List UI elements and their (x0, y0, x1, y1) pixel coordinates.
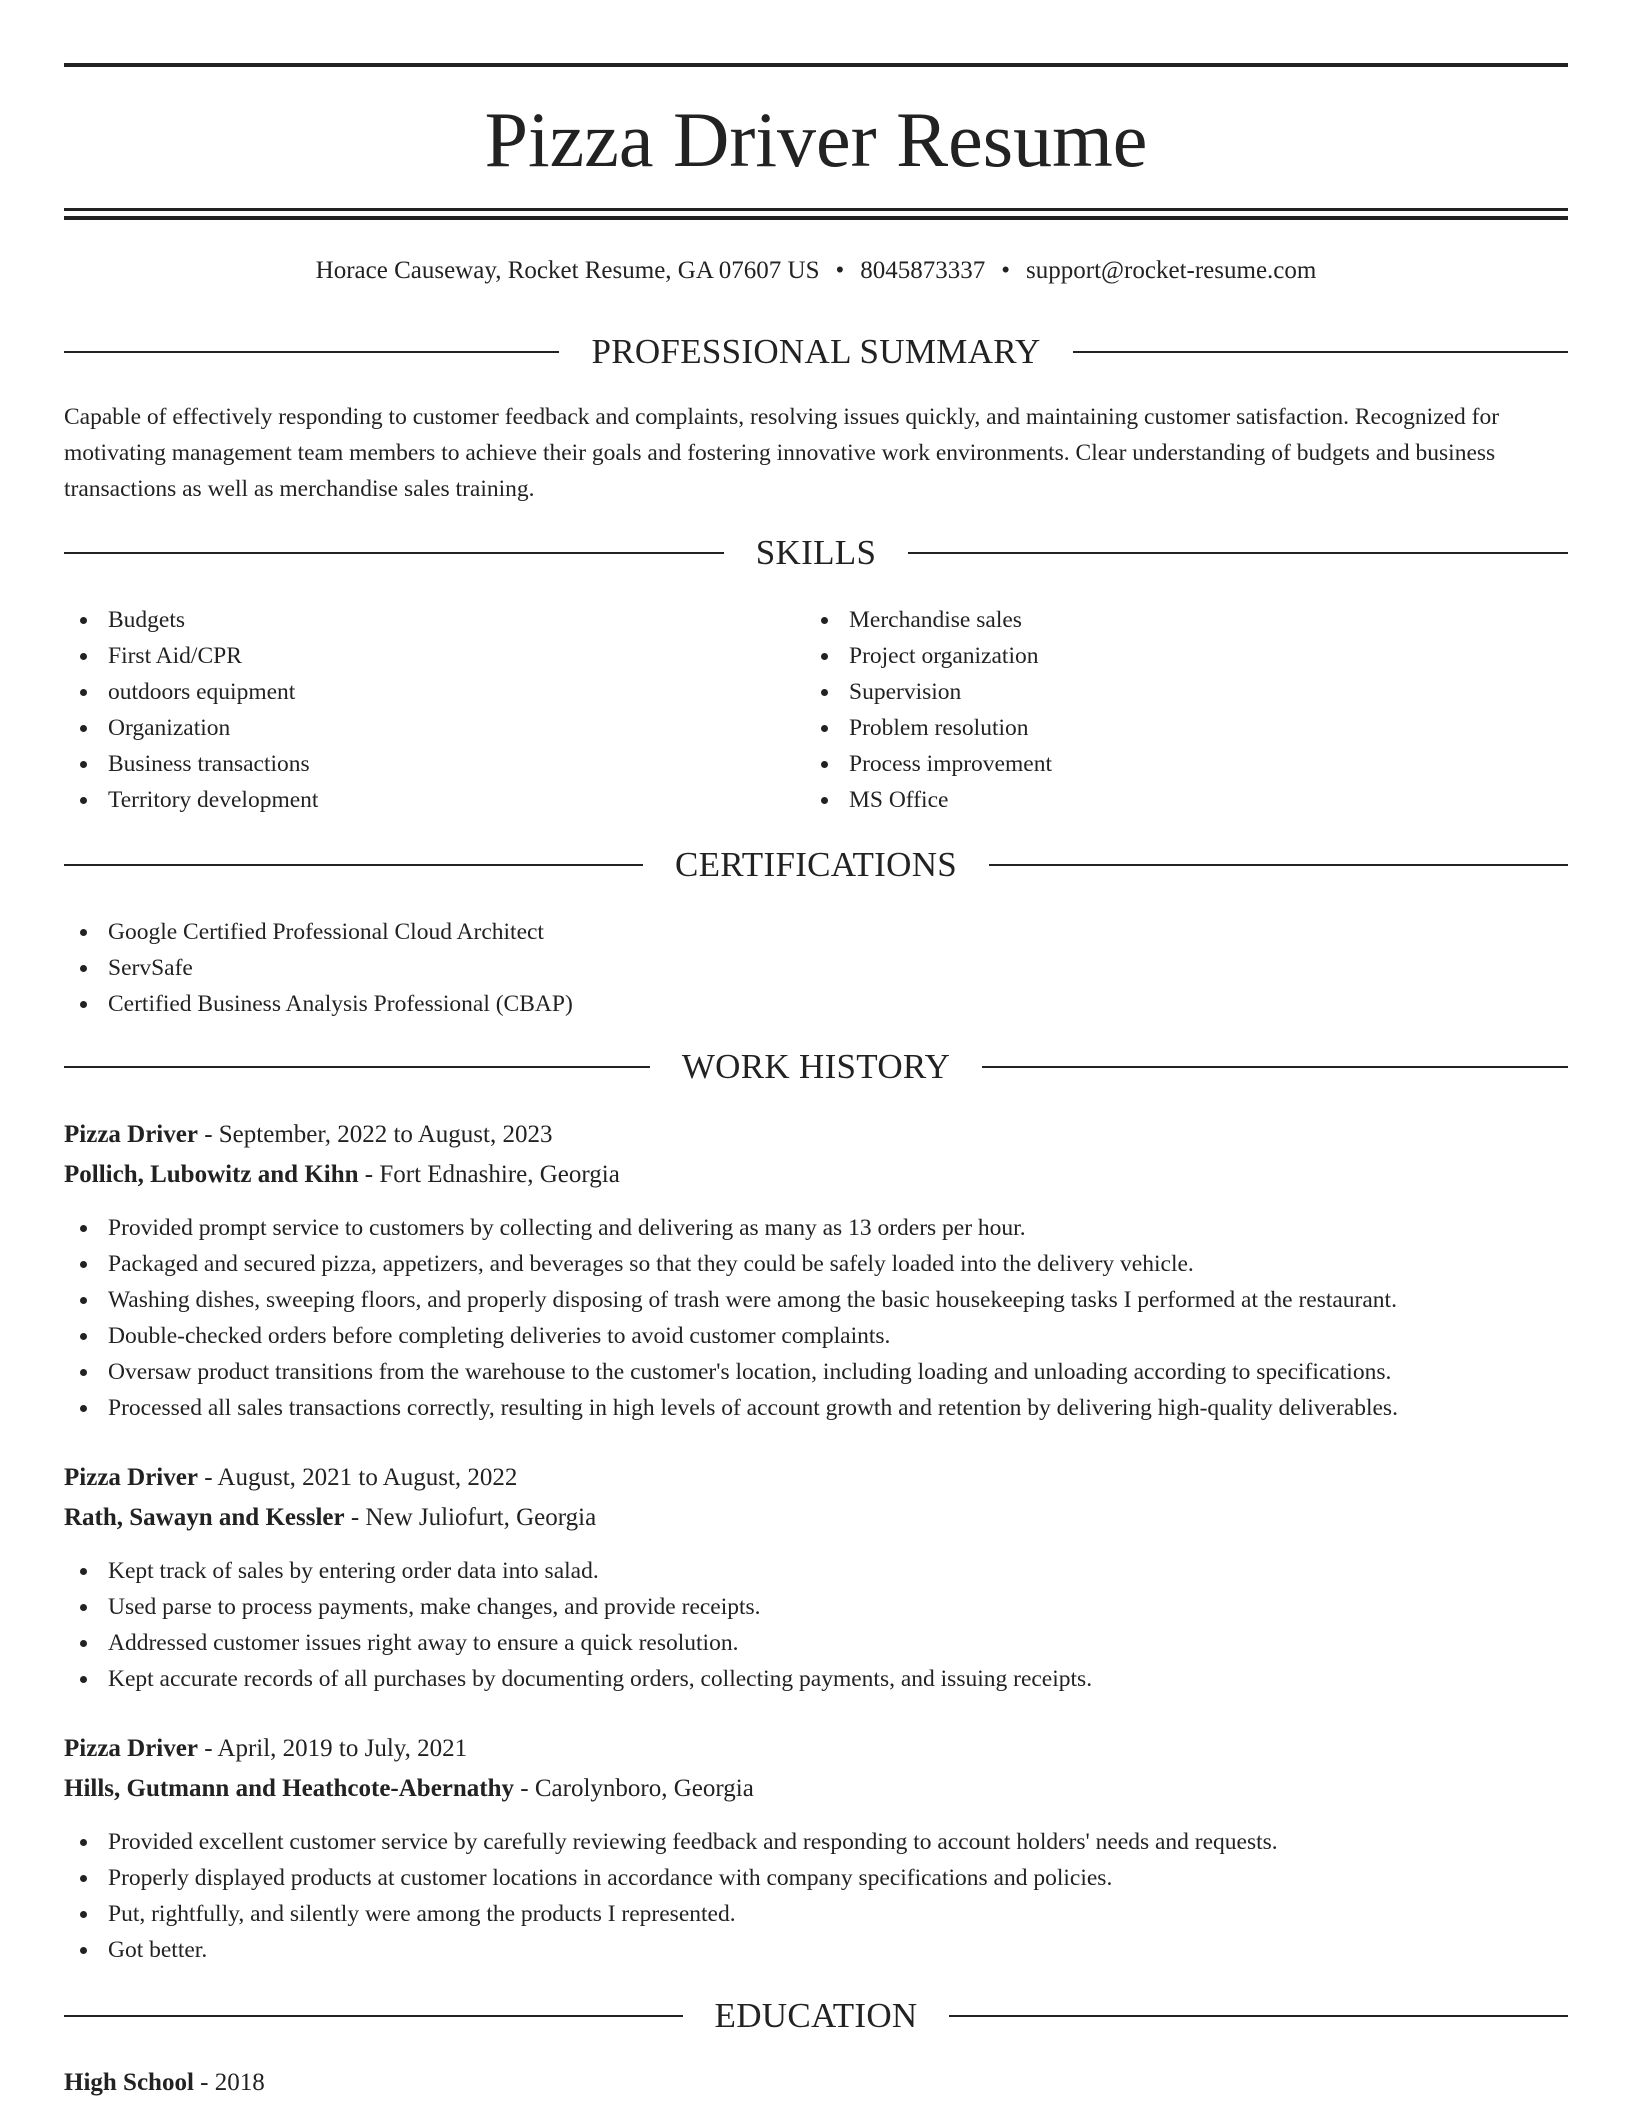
job-duty: Washing dishes, sweeping floors, and properly disposing of trash were among the basic housekeeping tasks I performed at the restaurant. (64, 1282, 1398, 1318)
contact-address: Horace Causeway, Rocket Resume, GA 07607 US (315, 257, 820, 284)
heading-rule (64, 1066, 650, 1068)
skill-item: First Aid/CPR (64, 638, 318, 674)
skill-item: MS Office (805, 782, 1052, 818)
dash: - (197, 1464, 218, 1491)
dash: - (197, 1121, 219, 1148)
job-duty: Packaged and secured pizza, appetizers, and beverages so that they could be safely loaded into the delivery vehicle. (64, 1246, 1398, 1282)
skill-item: Business transactions (64, 746, 318, 782)
contact-email[interactable]: support@rocket-resume.com (1026, 257, 1317, 284)
job-duty: Processed all sales transactions correctly, resulting in high levels of account growth and retention by delivering high-quality deliverables. (64, 1390, 1398, 1426)
section-title: PROFESSIONAL SUMMARY (591, 332, 1041, 371)
resume-title: Pizza Driver Resume (484, 96, 1148, 183)
job-duty: Double-checked orders before completing deliveries to avoid customer complaints. (64, 1318, 1398, 1354)
job-company: Hills, Gutmann and Heathcote-Abernathy (64, 1775, 515, 1802)
summary-text: Capable of effectively responding to customer feedback and complaints, resolving issues quickly, and maintaining customer satisfaction. Recognized for motivating management team members to achieve their goals and fostering innovative work environments. Clear understanding of budgets and business transactions as well as merchandise sales training. (64, 404, 1500, 502)
skill-item: Budgets (64, 602, 318, 638)
certification-item: Google Certified Professional Cloud Architect (64, 914, 573, 950)
heading-rule (64, 351, 559, 353)
job-company-line (64, 1157, 620, 1193)
heading-rule (64, 864, 643, 866)
job-title: Pizza Driver (64, 1735, 198, 1762)
heading-rule (989, 864, 1568, 866)
skill-item: Process improvement (805, 746, 1052, 782)
certifications-list (64, 914, 573, 1022)
education-line (64, 2065, 265, 2101)
title-double-rule (64, 208, 1568, 220)
job-company: Rath, Sawayn and Kessler (64, 1504, 345, 1531)
skill-item: Project organization (805, 638, 1052, 674)
job-company-line (64, 1500, 596, 1536)
job-location: Fort Ednashire, Georgia (379, 1161, 620, 1188)
section-title: EDUCATION (714, 1996, 918, 2035)
heading-rule (64, 552, 724, 554)
heading-rule (908, 552, 1568, 554)
job-dates: August, 2021 to August, 2022 (217, 1464, 518, 1491)
job-duties-list (64, 1210, 1398, 1426)
job-duty: Kept accurate records of all purchases by documenting orders, collecting payments, and issuing receipts. (64, 1661, 1092, 1697)
job-dates: September, 2022 to August, 2023 (218, 1121, 553, 1148)
skill-item: Supervision (805, 674, 1052, 710)
dash: - (193, 2069, 215, 2096)
job-title: Pizza Driver (64, 1121, 198, 1148)
section-heading-summary (64, 332, 1568, 372)
contact-separator: • (1001, 257, 1011, 284)
section-title: CERTIFICATIONS (674, 845, 958, 884)
job-location: New Juliofurt, Georgia (365, 1504, 597, 1531)
job-title-line (64, 1460, 517, 1496)
education-degree: High School (64, 2069, 194, 2096)
job-title-line (64, 1117, 553, 1153)
job-title-line (64, 1731, 467, 1767)
skills-list-right (805, 602, 1052, 818)
section-title: WORK HISTORY (681, 1047, 951, 1086)
certification-item: Certified Business Analysis Professional (CBAP) (64, 986, 573, 1022)
heading-rule (949, 2015, 1568, 2017)
skill-item: Merchandise sales (805, 602, 1052, 638)
section-title: SKILLS (755, 533, 877, 572)
skill-item: Problem resolution (805, 710, 1052, 746)
dash: - (344, 1504, 366, 1531)
job-company: Pollich, Lubowitz and Kihn (64, 1161, 359, 1188)
section-heading-skills (64, 533, 1568, 573)
job-duty: Provided prompt service to customers by collecting and delivering as many as 13 orders per hour. (64, 1210, 1398, 1246)
top-rule (64, 63, 1568, 67)
skill-item: Organization (64, 710, 318, 746)
skill-item: Territory development (64, 782, 318, 818)
dash: - (197, 1735, 218, 1762)
heading-rule (1073, 351, 1568, 353)
job-duty: Put, rightfully, and silently were among the products I represented. (64, 1896, 1278, 1932)
education-year: 2018 (214, 2069, 265, 2096)
dash: - (514, 1775, 535, 1802)
heading-rule (982, 1066, 1568, 1068)
certification-item: ServSafe (64, 950, 573, 986)
job-duty: Addressed customer issues right away to ensure a quick resolution. (64, 1625, 1092, 1661)
contact-separator: • (835, 257, 845, 284)
section-heading-certifications (64, 845, 1568, 885)
job-duties-list (64, 1824, 1278, 1968)
job-duty: Provided excellent customer service by carefully reviewing feedback and responding to account holders' needs and requests. (64, 1824, 1278, 1860)
section-heading-education (64, 1996, 1568, 2036)
job-location: Carolynboro, Georgia (534, 1775, 754, 1802)
job-duties-list (64, 1553, 1092, 1697)
job-company-line (64, 1771, 754, 1807)
heading-rule (64, 2015, 683, 2017)
job-duty: Kept track of sales by entering order data into salad. (64, 1553, 1092, 1589)
contact-phone: 8045873337 (860, 257, 986, 284)
job-duty: Properly displayed products at customer locations in accordance with company specifications and policies. (64, 1860, 1278, 1896)
job-duty: Got better. (64, 1932, 1278, 1968)
job-title: Pizza Driver (64, 1464, 198, 1491)
contact-line (64, 254, 1568, 288)
skills-list-left (64, 602, 318, 818)
dash: - (358, 1161, 380, 1188)
job-duty: Used parse to process payments, make changes, and provide receipts. (64, 1589, 1092, 1625)
job-duty: Oversaw product transitions from the warehouse to the customer's location, including loading and unloading according to specifications. (64, 1354, 1398, 1390)
section-heading-work-history (64, 1047, 1568, 1087)
job-dates: April, 2019 to July, 2021 (217, 1735, 468, 1762)
skill-item: outdoors equipment (64, 674, 318, 710)
